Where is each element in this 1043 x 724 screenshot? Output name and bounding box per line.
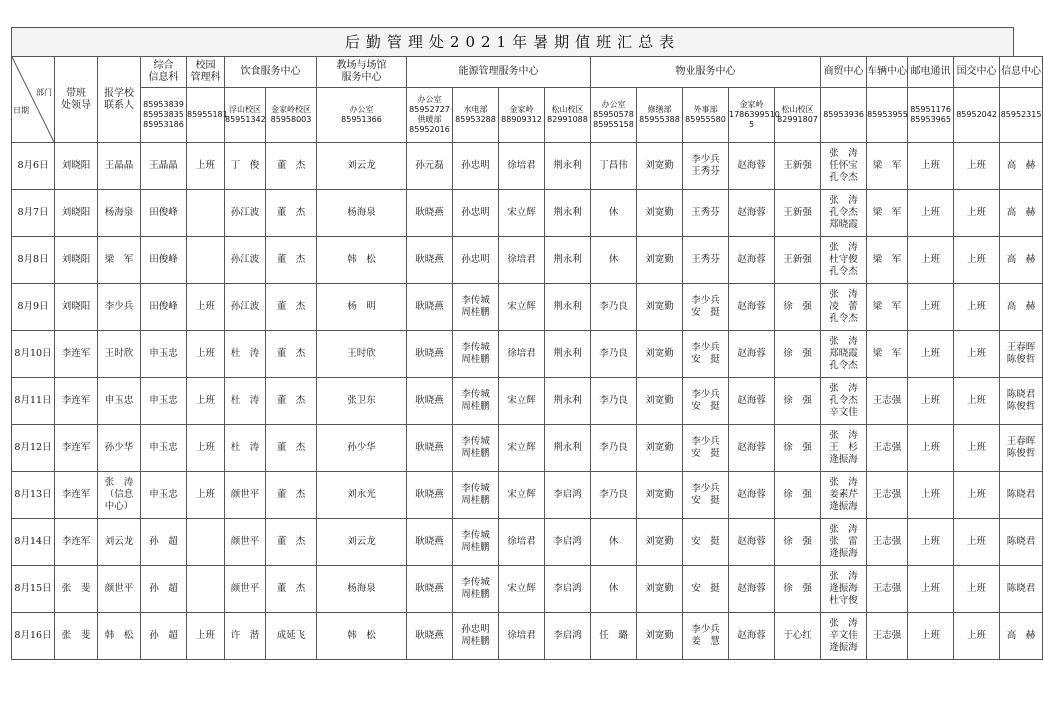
duty-cell	[187, 237, 225, 284]
table-row	[12, 519, 1043, 566]
duty-cell: 李乃良	[591, 331, 637, 378]
duty-cell: 李启鸿	[545, 472, 591, 519]
duty-cell: 孙元磊	[407, 143, 453, 190]
duty-cell: 荆永利	[545, 284, 591, 331]
duty-cell: 孙江波	[225, 237, 266, 284]
header-phone-cell: 金家岭校区 85958003	[266, 88, 317, 143]
duty-cell: 上班	[908, 519, 954, 566]
duty-cell: 耿晓燕	[407, 472, 453, 519]
duty-cell: 王新强	[775, 237, 821, 284]
duty-cell: 徐培君	[499, 331, 545, 378]
duty-cell: 申玉忠	[98, 378, 141, 425]
duty-cell: 陈晓君	[1000, 566, 1043, 613]
duty-cell: 李连军	[55, 378, 98, 425]
duty-cell: 上班	[954, 472, 1000, 519]
duty-cell: 徐 强	[775, 566, 821, 613]
duty-cell: 上班	[908, 566, 954, 613]
duty-cell: 田俊峰	[141, 284, 187, 331]
duty-cell: 王新强	[775, 190, 821, 237]
duty-cell: 颜世平	[225, 472, 266, 519]
duty-cell: 刘宽勤	[637, 331, 683, 378]
duty-cell: 上班	[954, 613, 1000, 660]
duty-cell: 王志强	[867, 425, 908, 472]
duty-cell: 刘宽勤	[637, 472, 683, 519]
header-phone-cell: 85952315	[1000, 88, 1043, 143]
duty-cell: 李连军	[55, 472, 98, 519]
duty-cell: 耿晓燕	[407, 190, 453, 237]
duty-cell: 刘宽勤	[637, 190, 683, 237]
duty-cell: 徐 强	[775, 284, 821, 331]
duty-cell: 董 杰	[266, 331, 317, 378]
header-phone-cell: 浮山校区 85951342	[225, 88, 266, 143]
duty-cell: 高 赫	[1000, 190, 1043, 237]
corner-dept-label: 部门	[36, 88, 52, 97]
duty-cell: 张 涛 辛文佳 逄振海	[821, 613, 867, 660]
duty-cell: 安 挺	[683, 566, 729, 613]
duty-cell	[187, 190, 225, 237]
duty-cell: 李连军	[55, 331, 98, 378]
table-row	[12, 566, 1043, 613]
duty-cell: 上班	[954, 425, 1000, 472]
header-corner-cell	[12, 57, 55, 143]
duty-cell: 上班	[187, 613, 225, 660]
duty-cell: 申玉忠	[141, 331, 187, 378]
duty-cell: 杨海泉	[98, 190, 141, 237]
duty-cell: 杜 涛	[225, 331, 266, 378]
duty-cell: 孙忠明	[453, 237, 499, 284]
duty-cell: 丁 俊	[225, 143, 266, 190]
duty-cell: 孙江波	[225, 284, 266, 331]
duty-cell: 徐培君	[499, 519, 545, 566]
duty-cell: 刘宽勤	[637, 566, 683, 613]
duty-cell: 赵海蓉	[729, 143, 775, 190]
header-info-center: 信息中心	[1000, 57, 1043, 88]
duty-cell: 韩 松	[317, 613, 407, 660]
table-row	[12, 190, 1043, 237]
duty-cell: 上班	[954, 284, 1000, 331]
duty-cell: 上班	[908, 190, 954, 237]
duty-cell: 休	[591, 519, 637, 566]
duty-cell: 赵海蓉	[729, 378, 775, 425]
duty-cell: 刘宽勤	[637, 425, 683, 472]
duty-cell: 徐培君	[499, 613, 545, 660]
duty-cell: 赵海蓉	[729, 331, 775, 378]
duty-cell: 耿晓燕	[407, 237, 453, 284]
duty-cell: 王志强	[867, 378, 908, 425]
date-cell: 8月15日	[12, 566, 55, 613]
duty-cell	[187, 566, 225, 613]
duty-cell: 许 湝	[225, 613, 266, 660]
duty-cell: 张卫东	[317, 378, 407, 425]
duty-cell: 荆永利	[545, 237, 591, 284]
duty-cell: 李启鸿	[545, 613, 591, 660]
duty-cell: 任 璐	[591, 613, 637, 660]
duty-cell: 上班	[954, 566, 1000, 613]
duty-cell: 董 杰	[266, 237, 317, 284]
duty-cell: 李少兵 安 挺	[683, 378, 729, 425]
date-cell: 8月13日	[12, 472, 55, 519]
table-row	[12, 378, 1043, 425]
duty-cell: 孙江波	[225, 190, 266, 237]
header-phone-cell: 松山校区 82991807	[775, 88, 821, 143]
duty-cell: 耿晓燕	[407, 378, 453, 425]
duty-cell: 徐 强	[775, 425, 821, 472]
duty-cell: 上班	[187, 284, 225, 331]
duty-cell: 上班	[908, 378, 954, 425]
duty-cell: 刘宽勤	[637, 143, 683, 190]
duty-cell: 荆永利	[545, 190, 591, 237]
duty-cell: 李少兵 安 挺	[683, 472, 729, 519]
document-title: 后勤管理处2021年暑期值班汇总表	[11, 27, 1014, 56]
duty-cell: 张 涛 郑晓霞 孔令杰	[821, 331, 867, 378]
duty-cell: 张 斐	[55, 613, 98, 660]
duty-cell: 李传城 周桂鹏	[453, 566, 499, 613]
duty-cell: 上班	[187, 143, 225, 190]
header-school-contact: 报学校 联系人	[98, 57, 141, 143]
duty-cell: 王秀芬	[683, 237, 729, 284]
duty-cell: 赵海蓉	[729, 613, 775, 660]
duty-cell: 张 斐	[55, 566, 98, 613]
duty-cell: 李启鸿	[545, 519, 591, 566]
duty-cell: 张 涛 孔令杰 辛文佳	[821, 378, 867, 425]
duty-cell: 李连军	[55, 425, 98, 472]
duty-cell: 李连军	[55, 519, 98, 566]
date-cell: 8月6日	[12, 143, 55, 190]
duty-cell: 杜 涛	[225, 378, 266, 425]
duty-cell: 申玉忠	[141, 425, 187, 472]
duty-cell: 上班	[954, 143, 1000, 190]
header-leader: 带班 处领导	[55, 57, 98, 143]
duty-cell: 李乃良	[591, 284, 637, 331]
duty-cell: 上班	[908, 143, 954, 190]
duty-cell: 张 涛 孔令杰 郑晓霞	[821, 190, 867, 237]
duty-cell: 赵海蓉	[729, 519, 775, 566]
header-phone-cell: 金家岭 88909312	[499, 88, 545, 143]
duty-cell: 董 杰	[266, 566, 317, 613]
duty-cell: 徐 强	[775, 519, 821, 566]
duty-cell: 李传城 周桂鹏	[453, 425, 499, 472]
duty-cell: 田俊峰	[141, 237, 187, 284]
duty-cell: 杜 涛	[225, 425, 266, 472]
duty-cell: 李少兵 王秀芬	[683, 143, 729, 190]
duty-cell: 张 涛 凌 蕾 孔令杰	[821, 284, 867, 331]
duty-cell: 于心红	[775, 613, 821, 660]
duty-cell: 孙少华	[317, 425, 407, 472]
header-phone-cell: 85952042	[954, 88, 1000, 143]
duty-cell: 耿晓燕	[407, 519, 453, 566]
duty-cell: 成延飞	[266, 613, 317, 660]
duty-cell: 王志强	[867, 519, 908, 566]
duty-cell: 荆永利	[545, 331, 591, 378]
duty-cell: 梁 军	[867, 331, 908, 378]
duty-cell: 休	[591, 237, 637, 284]
duty-cell: 高 赫	[1000, 237, 1043, 284]
header-phone-cell: 85953839 85953835 85953186	[141, 88, 187, 143]
duty-cell: 董 杰	[266, 378, 317, 425]
duty-cell: 耿晓燕	[407, 331, 453, 378]
duty-cell: 杨海泉	[317, 190, 407, 237]
duty-cell: 荆永利	[545, 425, 591, 472]
duty-cell: 刘晓阳	[55, 237, 98, 284]
duty-cell: 李少兵 安 挺	[683, 425, 729, 472]
duty-cell: 上班	[954, 331, 1000, 378]
duty-cell: 上班	[908, 613, 954, 660]
duty-cell: 徐 强	[775, 331, 821, 378]
duty-cell: 孙 超	[141, 566, 187, 613]
duty-cell: 耿晓燕	[407, 566, 453, 613]
header-transit-center: 国交中心	[954, 57, 1000, 88]
duty-cell: 董 杰	[266, 519, 317, 566]
header-campus-mgmt: 校园 管理科	[187, 57, 225, 88]
duty-cell: 宋立辉	[499, 284, 545, 331]
duty-cell: 李启鸿	[545, 566, 591, 613]
duty-cell: 李乃良	[591, 378, 637, 425]
duty-cell: 刘晓阳	[55, 143, 98, 190]
duty-cell: 上班	[908, 331, 954, 378]
duty-cell: 宋立辉	[499, 425, 545, 472]
duty-cell: 颜世平	[225, 519, 266, 566]
duty-table	[11, 56, 1043, 660]
duty-cell: 韩 松	[98, 613, 141, 660]
duty-cell: 李少兵 姜 慧	[683, 613, 729, 660]
duty-cell: 耿晓燕	[407, 613, 453, 660]
duty-cell: 上班	[187, 331, 225, 378]
duty-cell: 刘晓阳	[55, 190, 98, 237]
duty-cell: 赵海蓉	[729, 425, 775, 472]
duty-cell: 休	[591, 190, 637, 237]
table-row	[12, 237, 1043, 284]
header-general-info: 综合 信息科	[141, 57, 187, 88]
date-cell: 8月8日	[12, 237, 55, 284]
duty-cell: 梁 军	[98, 237, 141, 284]
duty-cell: 王时欣	[98, 331, 141, 378]
duty-cell: 陈晓君	[1000, 519, 1043, 566]
duty-cell: 刘宽勤	[637, 284, 683, 331]
duty-cell: 张 涛 任怀宝 孔令杰	[821, 143, 867, 190]
duty-cell: 孙少华	[98, 425, 141, 472]
duty-cell: 刘晓阳	[55, 284, 98, 331]
duty-cell: 耿晓燕	[407, 425, 453, 472]
duty-cell: 孙忠明	[453, 190, 499, 237]
duty-cell: 上班	[954, 237, 1000, 284]
duty-cell: 张 涛 逄振海 杜守俊	[821, 566, 867, 613]
table-row	[12, 143, 1043, 190]
duty-cell: 王志强	[867, 613, 908, 660]
header-trade-center: 商贸中心	[821, 57, 867, 88]
duty-cell: 刘永光	[317, 472, 407, 519]
date-cell: 8月10日	[12, 331, 55, 378]
duty-cell: 王新强	[775, 143, 821, 190]
duty-cell: 孙忠明 周桂鹏	[453, 613, 499, 660]
duty-cell: 杨 明	[317, 284, 407, 331]
table-row	[12, 425, 1043, 472]
duty-cell: 王春晖 陈俊哲	[1000, 425, 1043, 472]
duty-cell: 申玉忠	[141, 472, 187, 519]
table-row	[12, 613, 1043, 660]
header-phone-cell: 85953936	[821, 88, 867, 143]
header-phone-cell: 85951176 85953965	[908, 88, 954, 143]
duty-cell: 李少兵 安 挺	[683, 284, 729, 331]
header-phone-cell: 修缮部 85955388	[637, 88, 683, 143]
header-energy-center: 能源管理服务中心	[407, 57, 591, 88]
duty-cell: 上班	[954, 378, 1000, 425]
duty-cell: 耿晓燕	[407, 284, 453, 331]
duty-cell: 梁 军	[867, 190, 908, 237]
duty-cell: 高 赫	[1000, 613, 1043, 660]
duty-cell: 董 杰	[266, 284, 317, 331]
header-phone-cell: 办公室 85951366	[317, 88, 407, 143]
date-cell: 8月9日	[12, 284, 55, 331]
duty-cell: 李乃良	[591, 425, 637, 472]
duty-cell: 李少兵	[98, 284, 141, 331]
table-row	[12, 284, 1043, 331]
duty-cell: 梁 军	[867, 284, 908, 331]
duty-cell: 张 涛 王 杉 逄振海	[821, 425, 867, 472]
duty-cell: 上班	[187, 425, 225, 472]
duty-cell: 上班	[908, 284, 954, 331]
duty-cell: 陈晓君	[1000, 472, 1043, 519]
duty-cell	[187, 519, 225, 566]
duty-cell: 丁昌伟	[591, 143, 637, 190]
header-phone-cell: 85955181	[187, 88, 225, 143]
date-cell: 8月11日	[12, 378, 55, 425]
duty-cell: 上班	[187, 378, 225, 425]
duty-cell: 上班	[954, 519, 1000, 566]
header-phone-cell: 外事部 85955580	[683, 88, 729, 143]
date-cell: 8月12日	[12, 425, 55, 472]
duty-cell: 王志强	[867, 472, 908, 519]
duty-cell: 高 赫	[1000, 284, 1043, 331]
header-phone-cell: 松山校区 82991088	[545, 88, 591, 143]
duty-cell: 徐培君	[499, 237, 545, 284]
duty-cell: 刘宽勤	[637, 519, 683, 566]
duty-cell: 刘宽勤	[637, 237, 683, 284]
duty-cell: 上班	[908, 237, 954, 284]
corner-date-label: 日期	[13, 106, 29, 115]
duty-cell: 王志强	[867, 566, 908, 613]
header-phone-cell: 办公室 85950578 85955158	[591, 88, 637, 143]
duty-cell: 高 赫	[1000, 143, 1043, 190]
duty-cell: 张 涛 姜素芹 逄振海	[821, 472, 867, 519]
duty-cell: 王春晖 陈俊哲	[1000, 331, 1043, 378]
date-cell: 8月16日	[12, 613, 55, 660]
duty-cell: 孙忠明	[453, 143, 499, 190]
date-cell: 8月14日	[12, 519, 55, 566]
duty-cell: 张 涛 张 雷 逄振海	[821, 519, 867, 566]
duty-cell: 杨海泉	[317, 566, 407, 613]
duty-cell: 李传城 周桂鹏	[453, 284, 499, 331]
duty-cell: 王时欣	[317, 331, 407, 378]
duty-cell: 刘云龙	[98, 519, 141, 566]
duty-cell: 张 涛 （信息 中心）	[98, 472, 141, 519]
duty-cell: 徐 强	[775, 472, 821, 519]
duty-cell: 赵海蓉	[729, 566, 775, 613]
header-phone-cell: 办公室 85952727 供暖部 85952016	[407, 88, 453, 143]
date-cell: 8月7日	[12, 190, 55, 237]
duty-cell: 宋立辉	[499, 378, 545, 425]
duty-cell: 孙 超	[141, 519, 187, 566]
duty-cell: 董 杰	[266, 143, 317, 190]
header-property-center: 物业服务中心	[591, 57, 821, 88]
duty-cell: 颜世平	[225, 566, 266, 613]
duty-cell: 颜世平	[98, 566, 141, 613]
duty-cell: 休	[591, 566, 637, 613]
duty-cell: 赵海蓉	[729, 472, 775, 519]
duty-cell: 上班	[954, 190, 1000, 237]
duty-cell: 上班	[187, 472, 225, 519]
header-venue-center: 教场与场馆 服务中心	[317, 57, 407, 88]
duty-cell: 申玉忠	[141, 378, 187, 425]
duty-cell: 田俊峰	[141, 190, 187, 237]
duty-cell: 赵海蓉	[729, 237, 775, 284]
duty-cell: 梁 军	[867, 143, 908, 190]
duty-cell: 安 挺	[683, 519, 729, 566]
duty-cell: 李传城 周桂鹏	[453, 378, 499, 425]
duty-cell: 李乃良	[591, 472, 637, 519]
duty-cell: 李传城 周桂鹏	[453, 331, 499, 378]
duty-cell: 刘宽勤	[637, 378, 683, 425]
duty-roster-sheet	[11, 27, 1042, 660]
duty-cell: 上班	[908, 425, 954, 472]
duty-cell: 董 杰	[266, 472, 317, 519]
header-phone-cell: 金家岭 1786399510 5	[729, 88, 775, 143]
duty-cell: 赵海蓉	[729, 190, 775, 237]
duty-cell: 李少兵 安 挺	[683, 331, 729, 378]
duty-cell: 宋立辉	[499, 566, 545, 613]
duty-cell: 王晶晶	[98, 143, 141, 190]
duty-cell: 孙 超	[141, 613, 187, 660]
header-phone-cell: 85953955	[867, 88, 908, 143]
header-vehicle-center: 车辆中心	[867, 57, 908, 88]
duty-cell: 李传城 周桂鹏	[453, 519, 499, 566]
duty-cell: 刘云龙	[317, 519, 407, 566]
duty-cell: 上班	[908, 472, 954, 519]
duty-cell: 韩 松	[317, 237, 407, 284]
table-row	[12, 331, 1043, 378]
header-catering-center: 饮食服务中心	[225, 57, 317, 88]
header-telecom: 邮电通讯	[908, 57, 954, 88]
duty-cell: 徐 强	[775, 378, 821, 425]
duty-cell: 张 涛 杜守俊 孔令杰	[821, 237, 867, 284]
duty-cell: 徐培君	[499, 143, 545, 190]
duty-cell: 李传城 周桂鹏	[453, 472, 499, 519]
duty-cell: 王秀芬	[683, 190, 729, 237]
header-phone-cell: 水电部 85953288	[453, 88, 499, 143]
duty-cell: 王晶晶	[141, 143, 187, 190]
duty-cell: 陈晓君 陈俊哲	[1000, 378, 1043, 425]
duty-cell: 刘宽勤	[637, 613, 683, 660]
duty-cell: 刘云龙	[317, 143, 407, 190]
duty-cell: 董 杰	[266, 190, 317, 237]
duty-cell: 荆永利	[545, 378, 591, 425]
duty-cell: 宋立辉	[499, 190, 545, 237]
duty-cell: 赵海蓉	[729, 284, 775, 331]
duty-cell: 梁 军	[867, 237, 908, 284]
duty-cell: 董 杰	[266, 425, 317, 472]
duty-cell: 荆永利	[545, 143, 591, 190]
duty-cell: 宋立辉	[499, 472, 545, 519]
table-row	[12, 472, 1043, 519]
